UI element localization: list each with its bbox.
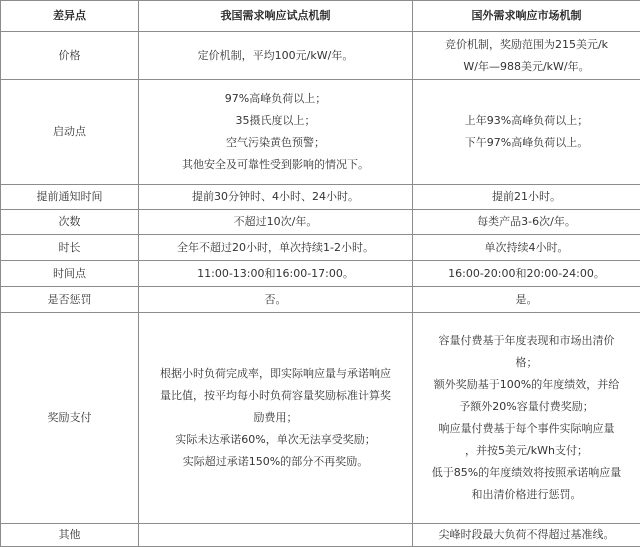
header-cn-mechanism: 我国需求响应试点机制	[139, 1, 413, 32]
cell-text-line: 竞价机制，奖励范围为215美元/k	[419, 34, 634, 56]
foreign-mechanism-cell	[413, 287, 640, 313]
cell-text-line: 格；	[419, 352, 634, 374]
cell-text-line: 11:00-13:00和16:00-17:00。	[145, 263, 406, 285]
cell-text-line: 16:00-20:00和20:00-24:00。	[419, 263, 634, 285]
cell-text-line: 和出清价格进行惩罚。	[419, 484, 634, 506]
table-row	[1, 210, 640, 235]
foreign-mechanism-cell	[413, 524, 640, 547]
table-row	[1, 287, 640, 313]
cn-mechanism-cell	[139, 80, 413, 185]
cell-text-line: 否。	[145, 289, 406, 311]
cell-text-line: 每类产品3-6次/年。	[419, 211, 634, 233]
cell-text-line: 不超过10次/年。	[145, 211, 406, 233]
table-row	[1, 185, 640, 210]
row-label: 其他	[1, 524, 139, 547]
foreign-mechanism-cell	[413, 261, 640, 287]
cn-mechanism-cell	[139, 32, 413, 80]
cell-text-line: 35摄氏度以上；	[145, 110, 406, 132]
foreign-mechanism-cell	[413, 235, 640, 261]
row-label: 价格	[1, 32, 139, 80]
cn-mechanism-cell	[139, 235, 413, 261]
cell-text-line: 予额外20%容量付费奖励；	[419, 396, 634, 418]
cell-text-line: 定价机制，平均100元/kW/年。	[145, 45, 406, 67]
row-label: 是否惩罚	[1, 287, 139, 313]
cell-text-line: ，并按5美元/kWh支付；	[419, 440, 634, 462]
cell-text-line: 空气污染黄色预警；	[145, 132, 406, 154]
cell-text-line: 实际超过承诺150%的部分不再奖励。	[145, 451, 406, 473]
header-foreign-mechanism: 国外需求响应市场机制	[413, 1, 640, 32]
cn-mechanism-cell	[139, 261, 413, 287]
cell-text-line: 额外奖励基于100%的年度绩效，并给	[419, 374, 634, 396]
foreign-mechanism-cell	[413, 313, 640, 524]
cell-text-line: 根据小时负荷完成率，即实际响应量与承诺响应	[145, 363, 406, 385]
cn-mechanism-cell	[139, 210, 413, 235]
cell-text-line: 提前30分钟时、4小时、24小时。	[145, 186, 406, 208]
row-label: 时长	[1, 235, 139, 261]
table-row	[1, 313, 640, 524]
row-label: 提前通知时间	[1, 185, 139, 210]
cell-text-line: 尖峰时段最大负荷不得超过基准线。	[419, 524, 634, 546]
cn-mechanism-cell	[139, 287, 413, 313]
cell-text-line: 低于85%的年度绩效将按照承诺响应量	[419, 462, 634, 484]
row-label: 启动点	[1, 80, 139, 185]
table-row	[1, 235, 640, 261]
cell-text-line: 响应量付费基于每个事件实际响应量	[419, 418, 634, 440]
foreign-mechanism-cell	[413, 185, 640, 210]
row-label: 奖励支付	[1, 313, 139, 524]
cell-text-line: 下午97%高峰负荷以上。	[419, 132, 634, 154]
cell-text-line: 其他安全及可靠性受到影响的情况下。	[145, 154, 406, 176]
header-row	[1, 1, 640, 32]
cell-text-line: W/年—988美元/kW/年。	[419, 56, 634, 78]
row-label: 时间点	[1, 261, 139, 287]
cell-text-line: 单次持续4小时。	[419, 237, 634, 259]
table-body	[1, 32, 640, 547]
cell-text-line: 是。	[419, 289, 634, 311]
cn-mechanism-cell	[139, 185, 413, 210]
table-row	[1, 32, 640, 80]
table-row	[1, 524, 640, 547]
foreign-mechanism-cell	[413, 32, 640, 80]
cell-text-line: 量比值，按平均每小时负荷容量奖励标准计算奖	[145, 385, 406, 407]
header-diff-point: 差异点	[1, 1, 139, 32]
cell-text-line: 实际未达承诺60%，单次无法享受奖励；	[145, 429, 406, 451]
cell-text-line: 提前21小时。	[419, 186, 634, 208]
foreign-mechanism-cell	[413, 80, 640, 185]
table-row	[1, 261, 640, 287]
cell-text-line: 全年不超过20小时，单次持续1-2小时。	[145, 237, 406, 259]
cn-mechanism-cell	[139, 524, 413, 547]
table-row	[1, 80, 640, 185]
cell-text-line: 容量付费基于年度表现和市场出清价	[419, 330, 634, 352]
cell-text-line: 97%高峰负荷以上；	[145, 88, 406, 110]
cn-mechanism-cell	[139, 313, 413, 524]
cell-text-line: 上年93%高峰负荷以上；	[419, 110, 634, 132]
row-label: 次数	[1, 210, 139, 235]
cell-text-line: 励费用；	[145, 407, 406, 429]
foreign-mechanism-cell	[413, 210, 640, 235]
